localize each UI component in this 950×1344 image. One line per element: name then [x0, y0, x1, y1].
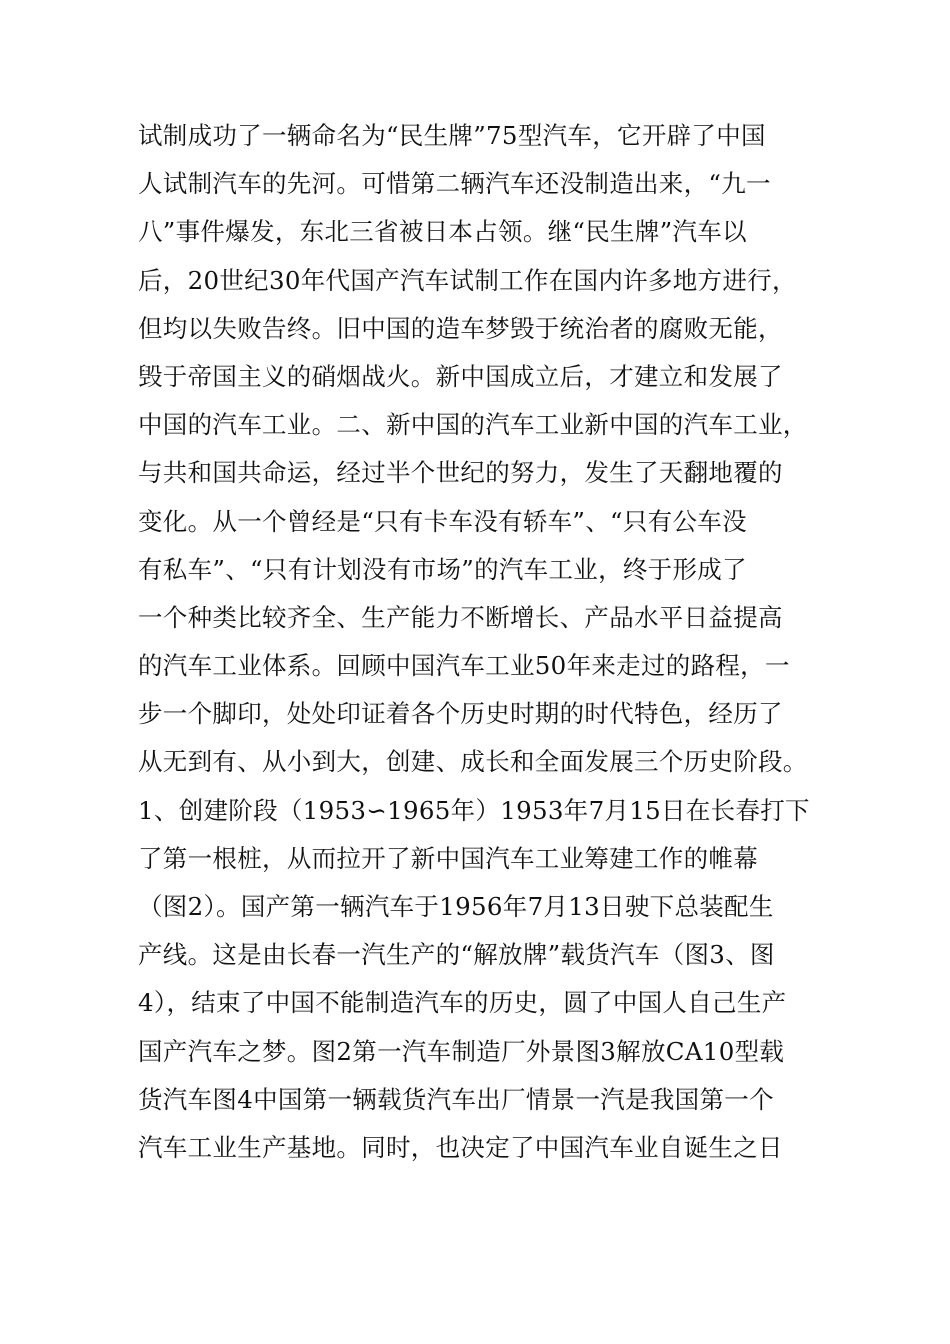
text-line: 汽车工业生产基地。同时，也决定了中国汽车业自诞生之日	[138, 1132, 783, 1162]
text-line: 变化。从一个曾经是“只有卡车没有轿车”、“只有公车没	[138, 506, 747, 536]
text-line: 毁于帝国主义的硝烟战火。新中国成立后，才建立和发展了	[138, 361, 783, 391]
text-line: 货汽车图4中国第一辆载货汽车出厂情景一汽是我国第一个	[138, 1084, 774, 1114]
text-line: 产线。这是由长春一汽生产的“解放牌”载货汽车（图3、图	[138, 940, 775, 970]
text-line: 中国的汽车工业。二、新中国的汽车工业新中国的汽车工业，	[138, 410, 808, 440]
text-line: 有私车”、“只有计划没有市场”的汽车工业，终于形成了	[138, 554, 747, 584]
text-line: 从无到有、从小到大，创建、成长和全面发展三个历史阶段。	[138, 747, 808, 777]
body-text	[138, 112, 838, 1172]
text-line: 人试制汽车的先河。可惜第二辆汽车还没制造出来，“九一	[138, 169, 771, 199]
text-line: 八”事件爆发，东北三省被日本占领。继“民生牌”汽车以	[138, 217, 747, 247]
text-line: 试制成功了一辆命名为“民生牌”75型汽车，它开辟了中国	[138, 121, 766, 150]
text-line: 步一个脚印，处处印证着各个历史时期的时代特色，经历了	[138, 699, 783, 729]
text-line: 了第一根桩，从而拉开了新中国汽车工业筹建工作的帷幕	[138, 843, 758, 873]
text-line: 的汽车工业体系。回顾中国汽车工业50年来走过的路程，一	[138, 651, 790, 681]
text-line: 但均以失败告终。旧中国的造车梦毁于统治者的腐败无能，	[138, 313, 783, 343]
text-line: （图2）。国产第一辆汽车于1956年7月13日驶下总装配生	[138, 892, 774, 921]
text-line: 国产汽车之梦。图2第一汽车制造厂外景图3解放CA10型载	[138, 1036, 785, 1066]
text-line: 1、创建阶段（1953∽1965年）1953年7月15日在长春打下	[138, 795, 810, 825]
text-line: 与共和国共命运，经过半个世纪的努力，发生了天翻地覆的	[138, 458, 783, 488]
text-line: 后，20世纪30年代国产汽车试制工作在国内许多地方进行，	[138, 265, 797, 295]
text-line: 4），结束了中国不能制造汽车的历史，圆了中国人自己生产	[138, 988, 787, 1018]
text-line: 一个种类比较齐全、生产能力不断增长、产品水平日益提高	[138, 602, 783, 632]
